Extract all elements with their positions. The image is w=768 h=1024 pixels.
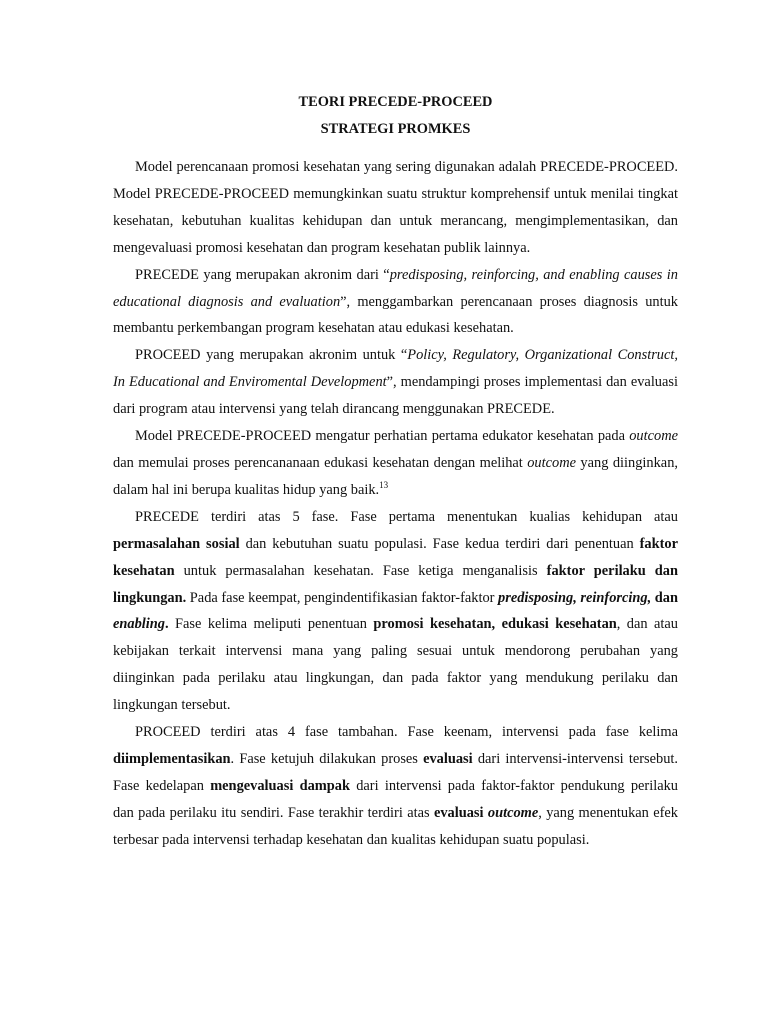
p5-bold-3: faktor perilaku dan lingkungan. xyxy=(113,562,678,606)
p4-text-c: dan memulai proses perencananaan edukasi kesehatan dengan melihat xyxy=(113,454,528,471)
p5-text-7: Pada fase keempat, pengindentifikasian faktor-faktor xyxy=(186,589,499,606)
p1-text: Model perencanaan promosi kesehatan yang sering digunakan adalah PRECEDE-PROCEED. Model PRECEDE-PROCEED memungkinkan suatu struktur komprehensif untuk menilai tingkat kesehatan, kebutuhan kualitas kehidupan dan untuk merancang, mengimplementasikan, dan mengevaluasi promosi kesehatan dan program kesehatan publik lainnya. xyxy=(113,159,678,256)
p2-text-a: PRECEDE yang merupakan akronim dari “ xyxy=(135,266,390,283)
p5-text-12: Fase kelima meliputi penentuan xyxy=(168,616,374,633)
p5-text-14: , dan atau kebijakan terkait intervensi mana yang paling sesuai untuk mendorong perubahan yang diinginkan pada perilaku atau lingkungan, dan pada faktor yang mendukung perilaku dan lingkungan tersebut. xyxy=(113,616,678,714)
paragraph-2 xyxy=(113,262,678,343)
paragraph-5 xyxy=(113,504,678,719)
p5-bold-5: . xyxy=(164,616,169,633)
p5-text-3: dan kebutuhan suatu populasi. Fase kedua terdiri dari penentuan xyxy=(239,535,640,552)
p6-text-10: , yang menentukan efek terbesar pada intervensi terhadap kesehatan dan kualitas kehidupan suatu populasi. xyxy=(113,804,678,848)
p6-text-5: dari intervensi-intervensi tersebut. Fase kedelapan xyxy=(113,750,678,794)
p5-bold-2: faktor kesehatan xyxy=(113,535,678,579)
p6-text-7: dari intervensi pada faktor-faktor pendukung perilaku dan pada perilaku itu sendiri. Fase terakhir terdiri atas xyxy=(113,777,678,821)
p5-text-5: untuk permasalahan kesehatan. Fase ketiga menganalisis xyxy=(174,562,547,579)
p6-text-1: PROCEED terdiri atas 4 fase tambahan. Fase keenam, intervensi pada fase kelima xyxy=(135,724,678,741)
p5-bold-1: permasalahan sosial xyxy=(113,535,240,552)
p4-italic-outcome-2: outcome xyxy=(527,454,576,471)
paragraph-6 xyxy=(113,719,678,854)
p6-bold-4: evaluasi xyxy=(433,804,488,821)
document-title: TEORI PRECEDE-PROCEED xyxy=(298,94,493,110)
p6-bold-2: evaluasi xyxy=(423,750,473,767)
p5-bolditalic-1 xyxy=(498,590,651,606)
paragraph-4 xyxy=(113,423,678,504)
p2-text-c: ”, menggambarkan perencanaan proses diagnosis untuk membantu perkembangan program kesehatan atau edukasi kesehatan. xyxy=(113,293,678,337)
p6-bolditalic-1 xyxy=(488,805,538,821)
paragraph-1 xyxy=(113,154,678,262)
footnote-reference: 13 xyxy=(379,480,389,491)
p6-bolditalic-1-inner: outcome xyxy=(487,804,539,821)
p6-bold-1: diimplementasikan xyxy=(113,750,231,767)
document-body xyxy=(113,89,678,854)
p3-text-a: PROCEED yang merupakan akronim untuk “ xyxy=(135,347,408,364)
p5-bold-4: dan xyxy=(651,589,678,606)
p6-text-3: . Fase ketujuh dilakukan proses xyxy=(230,750,424,767)
p3-text-c: ”, mendampingi proses implementasi dan evaluasi dari program atau intervensi yang telah dirancang menggunakan PRECEDE. xyxy=(113,374,678,418)
document-subtitle: STRATEGI PROMKES xyxy=(320,121,471,137)
p5-bolditalic-2-inner: enabling xyxy=(113,616,165,633)
p5-bolditalic-1-inner: predisposing, reinforcing, xyxy=(498,589,652,606)
p6-bold-3: mengevaluasi dampak xyxy=(210,777,350,794)
p4-text-e: yang diinginkan, dalam hal ini berupa kualitas hidup yang baik. xyxy=(113,454,678,498)
p5-bolditalic-2 xyxy=(113,616,165,632)
p4-text-a: Model PRECEDE-PROCEED mengatur perhatian pertama edukator kesehatan pada xyxy=(135,428,630,445)
p2-italic-phrase: predisposing, reinforcing, and enabling causes in educational diagnosis and evaluation xyxy=(113,266,678,310)
p4-italic-outcome-1: outcome xyxy=(629,428,678,445)
p3-italic-phrase: Policy, Regulatory, Organizational Construct, In Educational and Enviromental Development xyxy=(113,347,678,391)
paragraph-3 xyxy=(113,342,678,423)
p5-bold-6: promosi kesehatan, edukasi kesehatan xyxy=(373,616,617,633)
p5-text-1: PRECEDE terdiri atas 5 fase. Fase pertama menentukan kualias kehidupan atau xyxy=(135,508,678,525)
